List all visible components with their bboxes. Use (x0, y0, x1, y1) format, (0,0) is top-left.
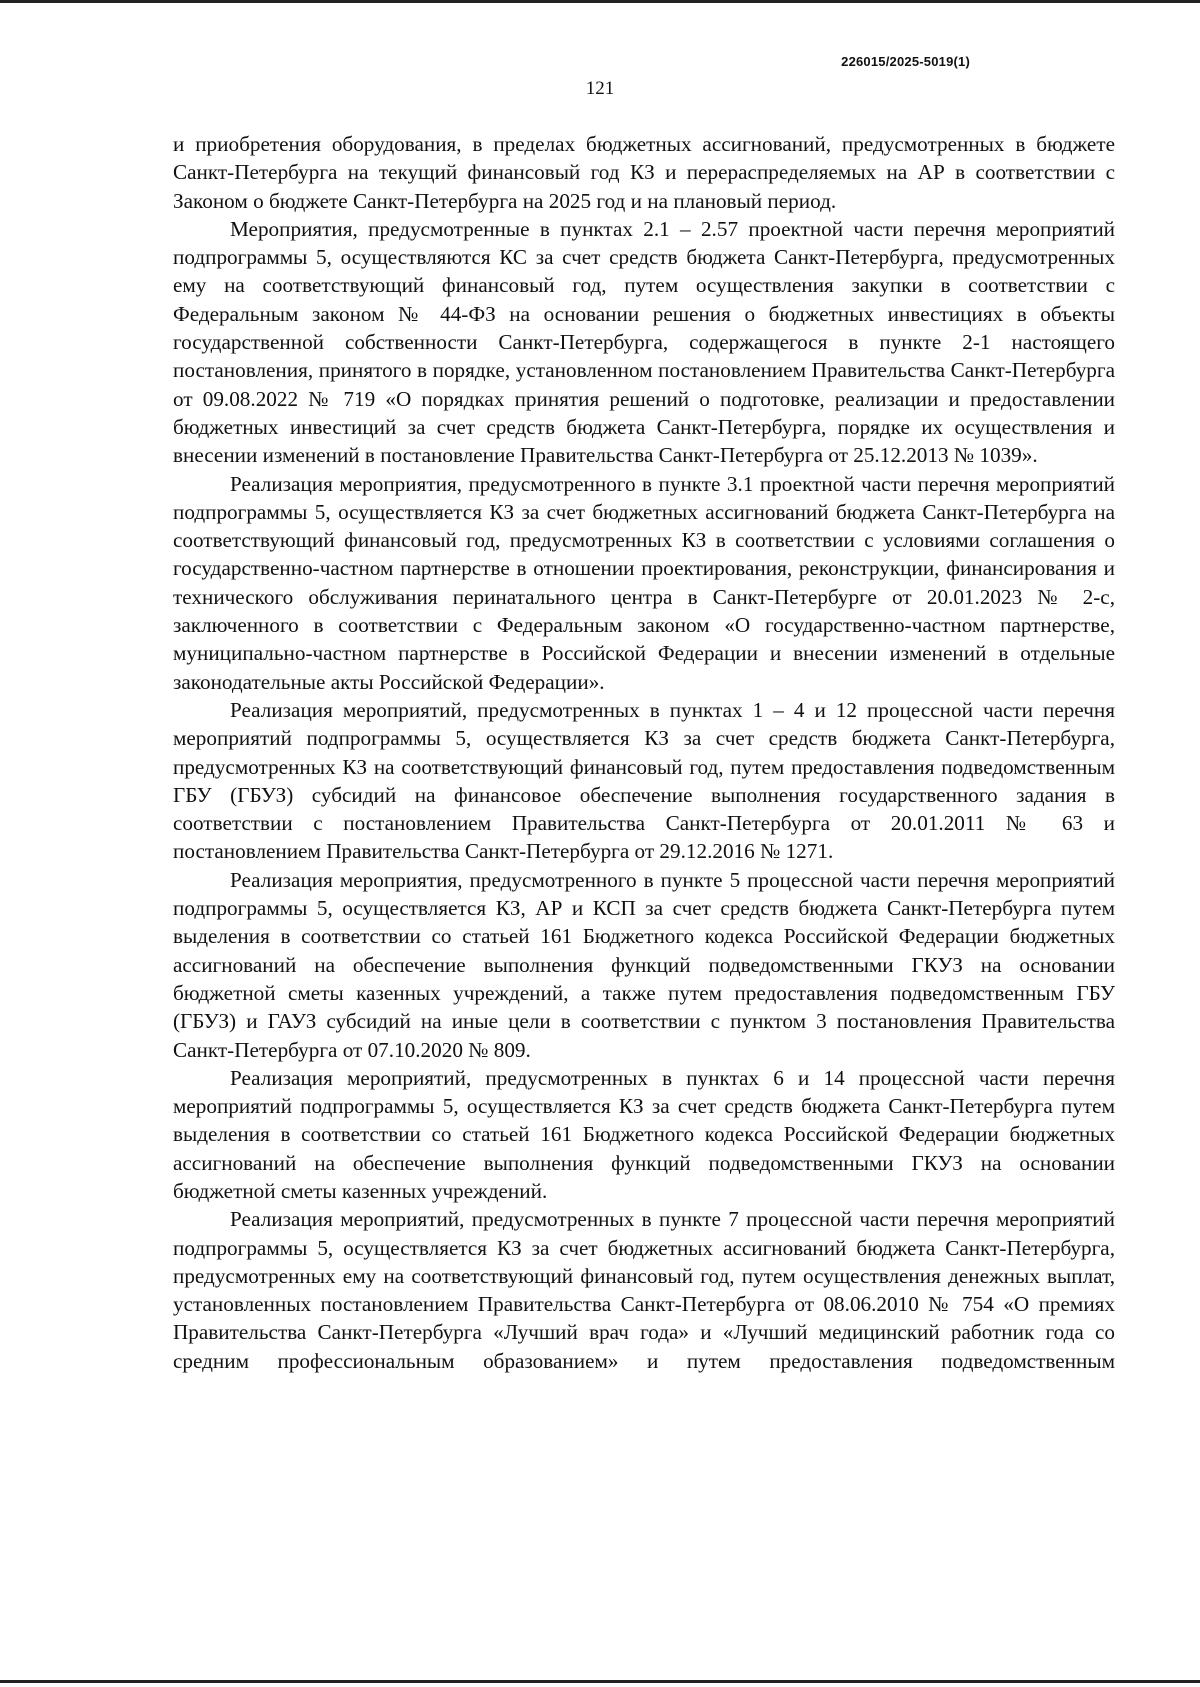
paragraph-5: Реализация мероприятия, предусмотренного в пункте 5 процессной части перечня мероприятий подпрограммы 5, осуществляется КЗ, АР и КСП за счет средств бюджета Санкт-Петербурга путем выделения в соответствии со статьей 161 Бюджетного кодекса Российской Федерации бюджетных ассигнований на обеспечение выполнения функций подведомственными ГКУЗ на основании бюджетной сметы казенных учреждений, а также путем предоставления подведомственным ГБУ (ГБУЗ) и ГАУЗ субсидий на иные цели в соответствии с пунктом 3 постановления Правительства Санкт-Петербурга от 07.10.2020 № 809. (173, 867, 1115, 1062)
paragraph-7: Реализация мероприятий, предусмотренных в пункте 7 процессной части перечня мероприятий подпрограммы 5, осуществляется КЗ за счет бюджетных ассигнований бюджета Санкт-Петербурга, предусмотренных ему на соответствующий финансовый год, путем осуществления денежных выплат, установленных постановлением Правительства Санкт-Петербурга от 08.06.2010 № 754 «О премиях Правительства Санкт-Петербурга «Лучший врач года» и «Лучший медицинский работник года со средним профессиональным образованием» и путем предоставления подведомственным (173, 1207, 1115, 1373)
paragraph-6: Реализация мероприятий, предусмотренных в пунктах 6 и 14 процессной части перечня мероприятий подпрограммы 5, осуществляется КЗ за счет средств бюджета Санкт-Петербурга путем выделения в соответствии со статьей 161 Бюджетного кодекса Российской Федерации бюджетных ассигнований на обеспечение выполнения функций подведомственными ГКУЗ на основании бюджетной сметы казенных учреждений. (173, 1065, 1115, 1203)
document-body (173, 130, 1115, 1375)
scan-edge-top (0, 0, 1200, 3)
document-number: 226015/2025-5019(1) (841, 54, 970, 69)
paragraph-4: Реализация мероприятий, предусмотренных в пунктах 1 – 4 и 12 процессной части перечня мероприятий подпрограммы 5, осуществляется КЗ за счет средств бюджета Санкт-Петербурга, предусмотренных КЗ на соответствующий финансовый год, путем предоставления подведомственным ГБУ (ГБУЗ) субсидий на финансовое обеспечение выполнения государственного задания в соответствии с постановлением Правительства Санкт-Петербурга от 20.01.2011 № 63 и постановлением Правительства Санкт-Петербурга от 29.12.2016 № 1271. (173, 697, 1115, 864)
scan-edge-bottom (0, 1680, 1200, 1683)
page-number: 121 (585, 78, 615, 99)
paragraph-1: и приобретения оборудования, в пределах бюджетных ассигнований, предусмотренных в бюджете Санкт-Петербурга на текущий финансовый год КЗ и перераспределяемых на АР в соответствии с Законом о бюджете Санкт-Петербурга на 2025 год и на плановый период. (173, 132, 1115, 213)
paragraph-3: Реализация мероприятия, предусмотренного в пункте 3.1 проектной части перечня мероприятий подпрограммы 5, осуществляется КЗ за счет бюджетных ассигнований бюджета Санкт-Петербурга на соответствующий финансовый год, предусмотренных КЗ в соответствии с условиями соглашения о государственно-частном партнерстве в отношении проектирования, реконструкции, финансирования и технического обслуживания перинатального центра в Санкт-Петербурге от 20.01.2023 № 2-с, заключенного в соответствии с Федеральным законом «О государственно-частном партнерстве, муниципально-частном партнерстве в Российской Федерации и внесении изменений в отдельные законодательные акты Российской Федерации». (173, 471, 1115, 694)
paragraph-2: Мероприятия, предусмотренные в пунктах 2.1 – 2.57 проектной части перечня мероприятий подпрограммы 5, осуществляются КС за счет средств бюджета Санкт-Петербурга, предусмотренных ему на соответствующий финансовый год, путем осуществления закупки в соответствии с Федеральным законом № 44-ФЗ на основании решения о бюджетных инвестициях в объекты государственной собственности Санкт-Петербурга, содержащегося в пункте 2-1 настоящего постановления, принятого в порядке, установленном постановлением Правительства Санкт-Петербурга от 09.08.2022 № 719 «О порядках принятия решений о подготовке, реализации и предоставлении бюджетных инвестиций за счет средств бюджета Санкт-Петербурга, порядке их осуществления и внесении изменений в постановление Правительства Санкт-Петербурга от 25.12.2013 № 1039». (173, 216, 1115, 468)
